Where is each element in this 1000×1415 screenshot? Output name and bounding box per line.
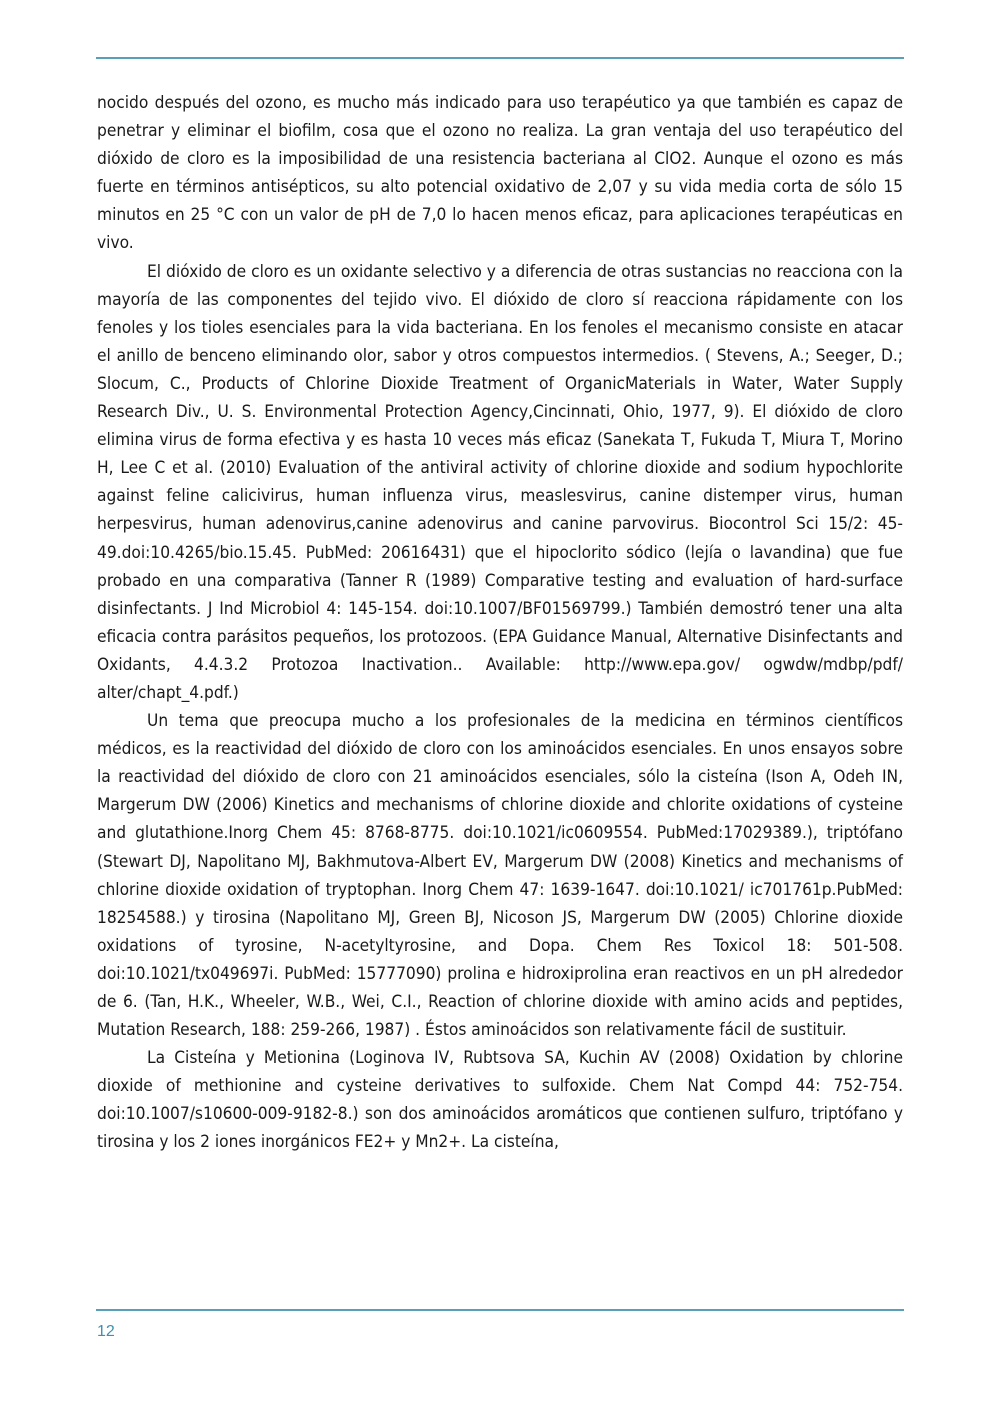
page-number: 12 <box>97 1323 115 1340</box>
paragraph-4: La Cisteína y Metionina (Loginova IV, Rubtsova SA, Kuchin AV (2008) Oxidation by chlorine dioxide of methionine and cysteine derivatives to sulfoxide. Chem Nat Compd 44: 752-754. doi:10.1007/s10600-009-9182-8.) son dos aminoácidos aromáticos que contienen sulfuro, triptófano y tirosina y los 2 iones inorgánicos FE2+ y Mn2+. La cisteína, <box>97 1048 903 1153</box>
footer-rule <box>96 1309 904 1311</box>
paragraph-2: El dióxido de cloro es un oxidante selectivo y a diferencia de otras sustancias no reacciona con la mayoría de las componentes del tejido vivo. El dióxido de cloro sí reacciona rápidamente con los fenoles y los tioles esenciales para la vida bacteriana. En los fenoles el mecanismo consiste en atacar el anillo de benceno eliminando olor, sabor y otros compuestos intermedios. ( Stevens, A.; Seeger, D.; Slocum, C., Products of Chlorine Dioxide Treatment of OrganicMaterials in Water, Water Supply Research Div., U. S. Environmental Protection Agency,Cincinnati, Ohio, 1977, 9). El dióxido de cloro elimina virus de forma efectiva y es hasta 10 veces más eficaz (Sanekata T, Fukuda T, Miura T, Morino H, Lee C et al. (2010) Evaluation of the antiviral activity of chlorine dioxide and sodium hypochlorite against feline calicivirus, human influenza virus, measlesvirus, canine distemper virus, human herpesvirus, human adenovirus,canine adenovirus and canine parvovirus. Biocontrol Sci 15/2: 45-49.doi:10.4265/bio.15.45. PubMed: 20616431) que el hipoclorito sódico (lejía o lavandina) que fue probado en una comparativa (Tanner R (1989) Comparative testing and evaluation of hard-surface disinfectants. J Ind Microbiol 4: 145-154. doi:10.1007/BF01569799.) También demostró tener una alta eficacia contra parásitos pequeños, los protozoos. (EPA Guidance Manual, Alternative Disinfectants and Oxidants, 4.4.3.2 Protozoa Inactivation.. Available: http://www.epa.gov/ ogwdw/mdbp/pdf/ alter/chapt_4.pdf.) <box>97 261 903 703</box>
paragraph-3: Un tema que preocupa mucho a los profesionales de la medicina en términos científicos médicos, es la reactividad del dióxido de cloro con los aminoácidos esenciales. En unos ensayos sobre la reactividad del dióxido de cloro con 21 aminoácidos esenciales, sólo la cisteína (Ison A, Odeh IN, Margerum DW (2006) Kinetics and mechanisms of chlorine dioxide and chlorite oxidations of cysteine and glutathione.Inorg Chem 45: 8768-8775. doi:10.1021/ic0609554. PubMed:17029389.), triptófano (Stewart DJ, Napolitano MJ, Bakhmutova-Albert EV, Margerum DW (2008) Kinetics and mechanisms of chlorine dioxide oxidation of tryptophan. Inorg Chem 47: 1639-1647. doi:10.1021/ ic701761p.PubMed: 18254588.) y tirosina (Napolitano MJ, Green BJ, Nicoson JS, Margerum DW (2005) Chlorine dioxide oxidations of tyrosine, N-acetyltyrosine, and Dopa. Chem Res Toxicol 18: 501-508. doi:10.1021/tx049697i. PubMed: 15777090) prolina e hidroxiprolina eran reactivos en un pH alrededor de 6. (Tan, H.K., Wheeler, W.B., Wei, C.I., Reaction of chlorine dioxide with amino acids and peptides, Mutation Research, 188: 259-266, 1987) . Éstos aminoácidos son relativamente fácil de sustituir. <box>97 711 903 1041</box>
paragraph-1: nocido después del ozono, es mucho más indicado para uso terapéutico ya que también es capaz de penetrar y eliminar el biofilm, cosa que el ozono no realiza. La gran ventaja del uso terapéutico del dióxido de cloro es la imposibilidad de una resistencia bacteriana al ClO2. Aunque el ozono es más fuerte en términos antisépticos, su alto potencial oxidativo de 2,07 y su vida media corta de sólo 15 minutos en 25 °C con un valor de pH de 7,0 lo hacen menos eficaz, para aplicaciones terapéuticas en vivo. <box>97 93 903 254</box>
header-rule <box>96 57 904 59</box>
body-text <box>97 89 903 1157</box>
